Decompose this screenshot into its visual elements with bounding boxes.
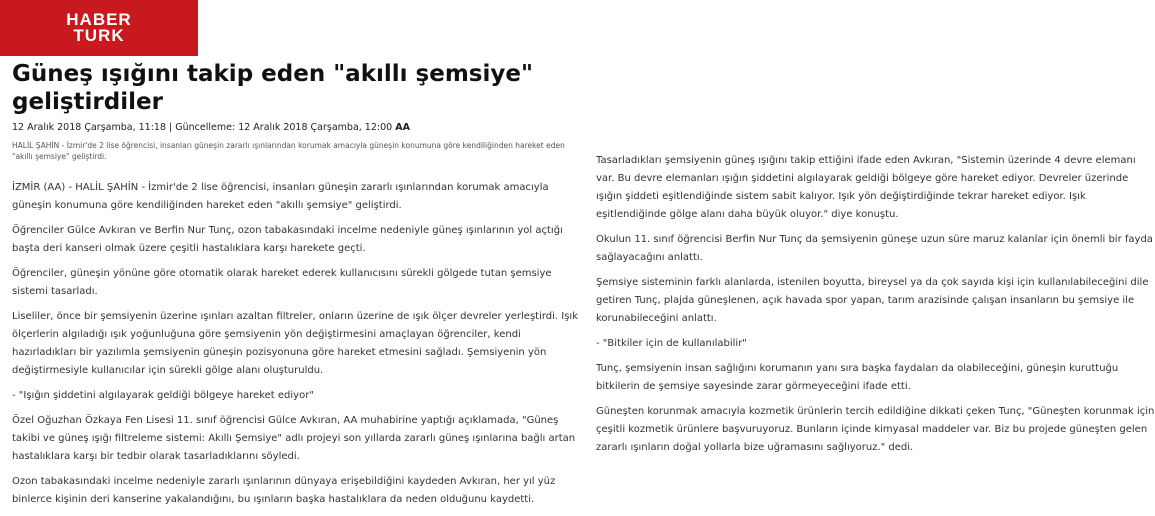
updated-label: Güncelleme: bbox=[175, 122, 236, 133]
article-body-right bbox=[596, 152, 1155, 464]
source-badge: AA bbox=[395, 122, 410, 133]
subheading: - "Bitkiler için de kullanılabilir" bbox=[596, 338, 747, 349]
article-title: Güneş ışığını takip eden "akıllı şemsiye" geliştirdiler bbox=[12, 61, 533, 115]
body-paragraph: Tasarladıkları şemsiyenin güneş ışığını takip ettiğini ifade eden Avkıran, "Sistemin üzerinde 4 devre elemanı var. Bu devre elemanları ışığın şiddetini algılayarak geldiği bölgeye göre hareket ediyor. Devreler üzerinde ışığın şiddeti eşitlendiğinde sistem sabit kalıyor. Işık yön değiştirdiğinde tekrar hareket ediyor. Işık eşitlendiğinde gölge alanı daha büyük oluyor." diye konuştu. bbox=[596, 155, 1136, 220]
body-paragraph: Şemsiye sisteminin farklı alanlarda, istenilen boyutta, bireysel ya da çok sayıda kişi için kullanılabileceğini dile getiren Tunç, plajda güneşlenen, açık havada spor yapan, tarım arazisinde çalışan insanların bu şemsiye ile korunabileceğini anlattı. bbox=[596, 277, 1149, 324]
body-paragraph: Öğrenciler Gülce Avkıran ve Berfin Nur Tunç, ozon tabakasındaki incelme nedeniyle güneş ışınlarının yol açtığı başta deri kanseri olmak üzere çeşitli hastalıklara karşı harekete geçti. bbox=[12, 225, 563, 254]
article-caption: HALİL ŞAHİN - İzmir'de 2 lise öğrencisi, insanları güneşin zararlı ışınlarından korumak amacıyla güneşin konumuna göre kendiliğinden hareket eden "akıllı şemsiye" geliştirdi. bbox=[12, 141, 565, 161]
logo-line-2: TURK bbox=[73, 26, 125, 45]
body-paragraph: Okulun 11. sınıf öğrencisi Berfin Nur Tunç da şemsiyenin güneşe uzun süre maruz kalanlar için önemli bir fayda sağlayacağını anlattı. bbox=[596, 234, 1153, 263]
publish-date: 12 Aralık 2018 Çarşamba, 11:18 bbox=[12, 122, 166, 133]
body-paragraph: Ozon tabakasındaki incelme nedeniyle zararlı ışınlarının dünyaya erişebildiğini kaydeden Avkıran, her yıl yüz binlerce kişinin deri kanserine yakalandığını, bu ışınların başka hastalıklara da neden olduğunu kaydetti. bbox=[12, 476, 556, 505]
article-meta bbox=[12, 122, 410, 133]
body-paragraph: Liseliler, önce bir şemsiyenin üzerine ışınları azaltan filtreler, onların üzerine de ışık ölçer devreler yerleştirdi. Işık ölçerlerin algıladığı ışık yoğunluğuna göre şemsiyenin yön değiştirmesini amaçlayan öğrenciler, kendi hazırladıkları bir yazılımla şemsiyenin güneşin pozisyonuna göre hareket etmesini sağladı. Şemsiyenin yön değiştirmesiyle kullanıcılar için sürekli gölge alanı oluşturuldu. bbox=[12, 311, 579, 376]
article-body-left bbox=[12, 179, 582, 516]
logo-line-1: HABER bbox=[66, 10, 132, 29]
meta-separator: | bbox=[169, 122, 176, 133]
subheading: - "Işığın şiddetini algılayarak geldiği bölgeye hareket ediyor" bbox=[12, 390, 314, 401]
body-paragraph: İZMİR (AA) - HALİL ŞAHİN - İzmir'de 2 lise öğrencisi, insanları güneşin zararlı ışınlarından korumak amacıyla güneşin konumuna göre kendiliğinden hareket eden "akıllı şemsiye" geliştirdi. bbox=[12, 182, 549, 211]
body-paragraph: Tunç, şemsiyenin insan sağlığını korumanın yanı sıra başka faydaları da olabileceğini, güneşin kuruttuğu bitkilerin de şemsiye sayesinde zarar görmeyeceğini ifade etti. bbox=[596, 363, 1119, 392]
body-paragraph: Güneşten korunmak amacıyla kozmetik ürünlerin tercih edildiğine dikkati çeken Tunç, "Güneşten korunmak için çeşitli kozmetik ürünlere başvuruyoruz. Bunların içinde kimyasal maddeler var. Biz bu projede güneşten gelen zararlı ışınların doğal yollarla bize uğramasını sağlıyoruz." dedi. bbox=[596, 406, 1155, 453]
body-paragraph: Özel Oğuzhan Özkaya Fen Lisesi 11. sınıf öğrencisi Gülce Avkıran, AA muhabirine yaptığı açıklamada, "Güneş takibi ve güneş ışığı filtreleme sistemi: Akıllı Şemsiye" adlı projeyi son yıllarda zararlı güneş ışınlarına bağlı artan hastalıklara karşı bir tedbir olarak tasarladıklarını söyledi. bbox=[12, 415, 576, 462]
haberturk-logo[interactable] bbox=[0, 0, 198, 56]
body-paragraph: Öğrenciler, güneşin yönüne göre otomatik olarak hareket ederek kullanıcısını sürekli gölgede tutan şemsiye sistemi tasarladı. bbox=[12, 268, 552, 297]
updated-date: 12 Aralık 2018 Çarşamba, 12:00 bbox=[238, 122, 393, 133]
